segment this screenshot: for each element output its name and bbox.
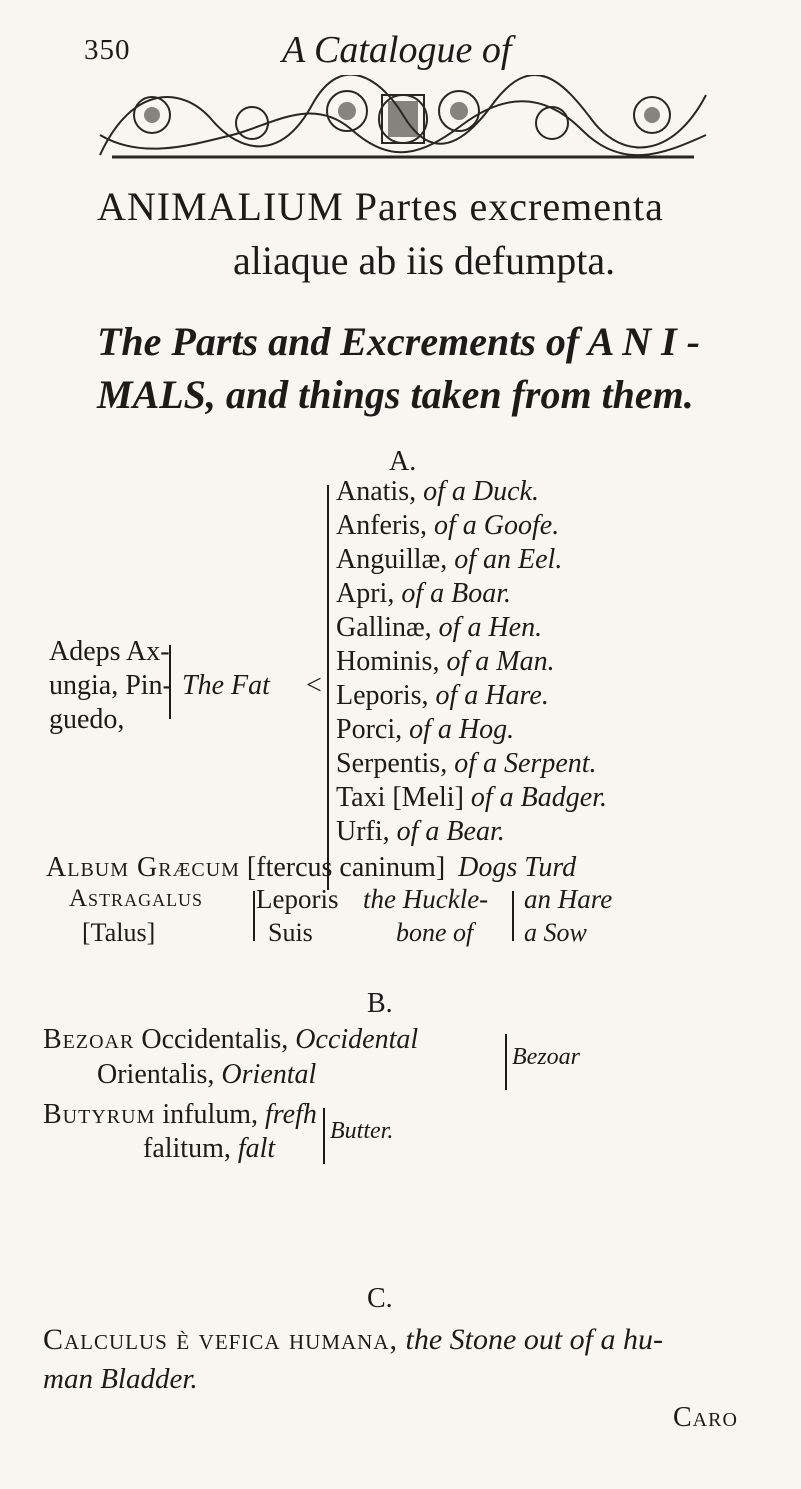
an-hare-label: an Hare xyxy=(524,884,613,914)
bone-of-label: bone of xyxy=(396,918,474,947)
section-letter-c: C. xyxy=(367,1283,393,1314)
talus-text: [Talus] xyxy=(82,918,156,947)
a-sow-label: a Sow xyxy=(524,918,587,947)
page-number: 350 xyxy=(84,34,131,66)
brace-fat-point: < xyxy=(306,670,322,701)
english-heading-line2: MALS, and things taken from them. xyxy=(97,372,694,417)
adeps-line1: Adeps Ax- xyxy=(49,636,170,667)
latin-heading-line1: ANIMALIUM Partes excrementa xyxy=(97,184,664,229)
leporis-label: Leporis xyxy=(256,884,339,914)
headpiece-ornament xyxy=(92,75,714,163)
english-heading-line1: The Parts and Excrements of A N I - xyxy=(97,319,700,364)
catchword: Caro xyxy=(673,1402,738,1433)
brace-butyrum xyxy=(323,1108,325,1164)
brace-hare-sow xyxy=(512,891,514,941)
fat-item: Gallinæ, of a Hen. xyxy=(336,612,543,643)
adeps-line3: guedo, xyxy=(49,704,125,735)
fat-item: Anferis, of a Goofe. xyxy=(336,510,560,541)
fat-item: Urfi, of a Bear. xyxy=(336,816,505,847)
fat-item: Anguillæ, of an Eel. xyxy=(336,544,563,575)
fat-item: Serpentis, of a Serpent. xyxy=(336,748,597,779)
section-letter-b: B. xyxy=(367,988,393,1019)
bezoar-group-label: Bezoar xyxy=(512,1044,580,1070)
butyrum-fresh-line: Butyrum infulum, frefh xyxy=(43,1099,317,1130)
latin-heading-line2: aliaque ab iis defumpta. xyxy=(233,238,616,283)
album-graecum-entry: Album Græcum [ftercus caninum] Dogs Turd xyxy=(46,852,577,883)
astragalus-label: Astragalus xyxy=(69,885,204,912)
brace-bezoar xyxy=(505,1034,507,1090)
fat-item: Taxi [Meli] of a Badger. xyxy=(336,782,607,813)
bezoar-occidental-line: Bezoar Occidentalis, Occidental xyxy=(43,1024,419,1055)
butyrum-salt-line: falitum, falt xyxy=(143,1133,276,1164)
fat-item: Hominis, of a Man. xyxy=(336,646,555,677)
calculus-entry-line1: Calculus è vefica humana, the Stone out of a hu- xyxy=(43,1323,663,1356)
adeps-line2: ungia, Pin- xyxy=(49,670,172,701)
calculus-entry-line2: man Bladder. xyxy=(43,1363,198,1395)
brace-adeps xyxy=(169,645,171,719)
bezoar-oriental-line: Orientalis, Oriental xyxy=(97,1059,317,1090)
fat-item: Leporis, of a Hare. xyxy=(336,680,549,711)
running-title: A Catalogue of xyxy=(282,29,512,71)
fat-item: Porci, of a Hog. xyxy=(336,714,515,745)
brace-leporis-suis xyxy=(253,891,255,941)
fat-item: Anatis, of a Duck. xyxy=(336,476,539,507)
butter-group-label: Butter. xyxy=(330,1118,394,1144)
the-fat-label: The Fat xyxy=(182,670,270,701)
suis-label: Suis xyxy=(268,918,313,947)
brace-fat xyxy=(327,485,329,890)
fat-item: Apri, of a Boar. xyxy=(336,578,512,609)
huckle-label: the Huckle- xyxy=(363,884,489,914)
section-letter-a: A. xyxy=(389,446,417,477)
